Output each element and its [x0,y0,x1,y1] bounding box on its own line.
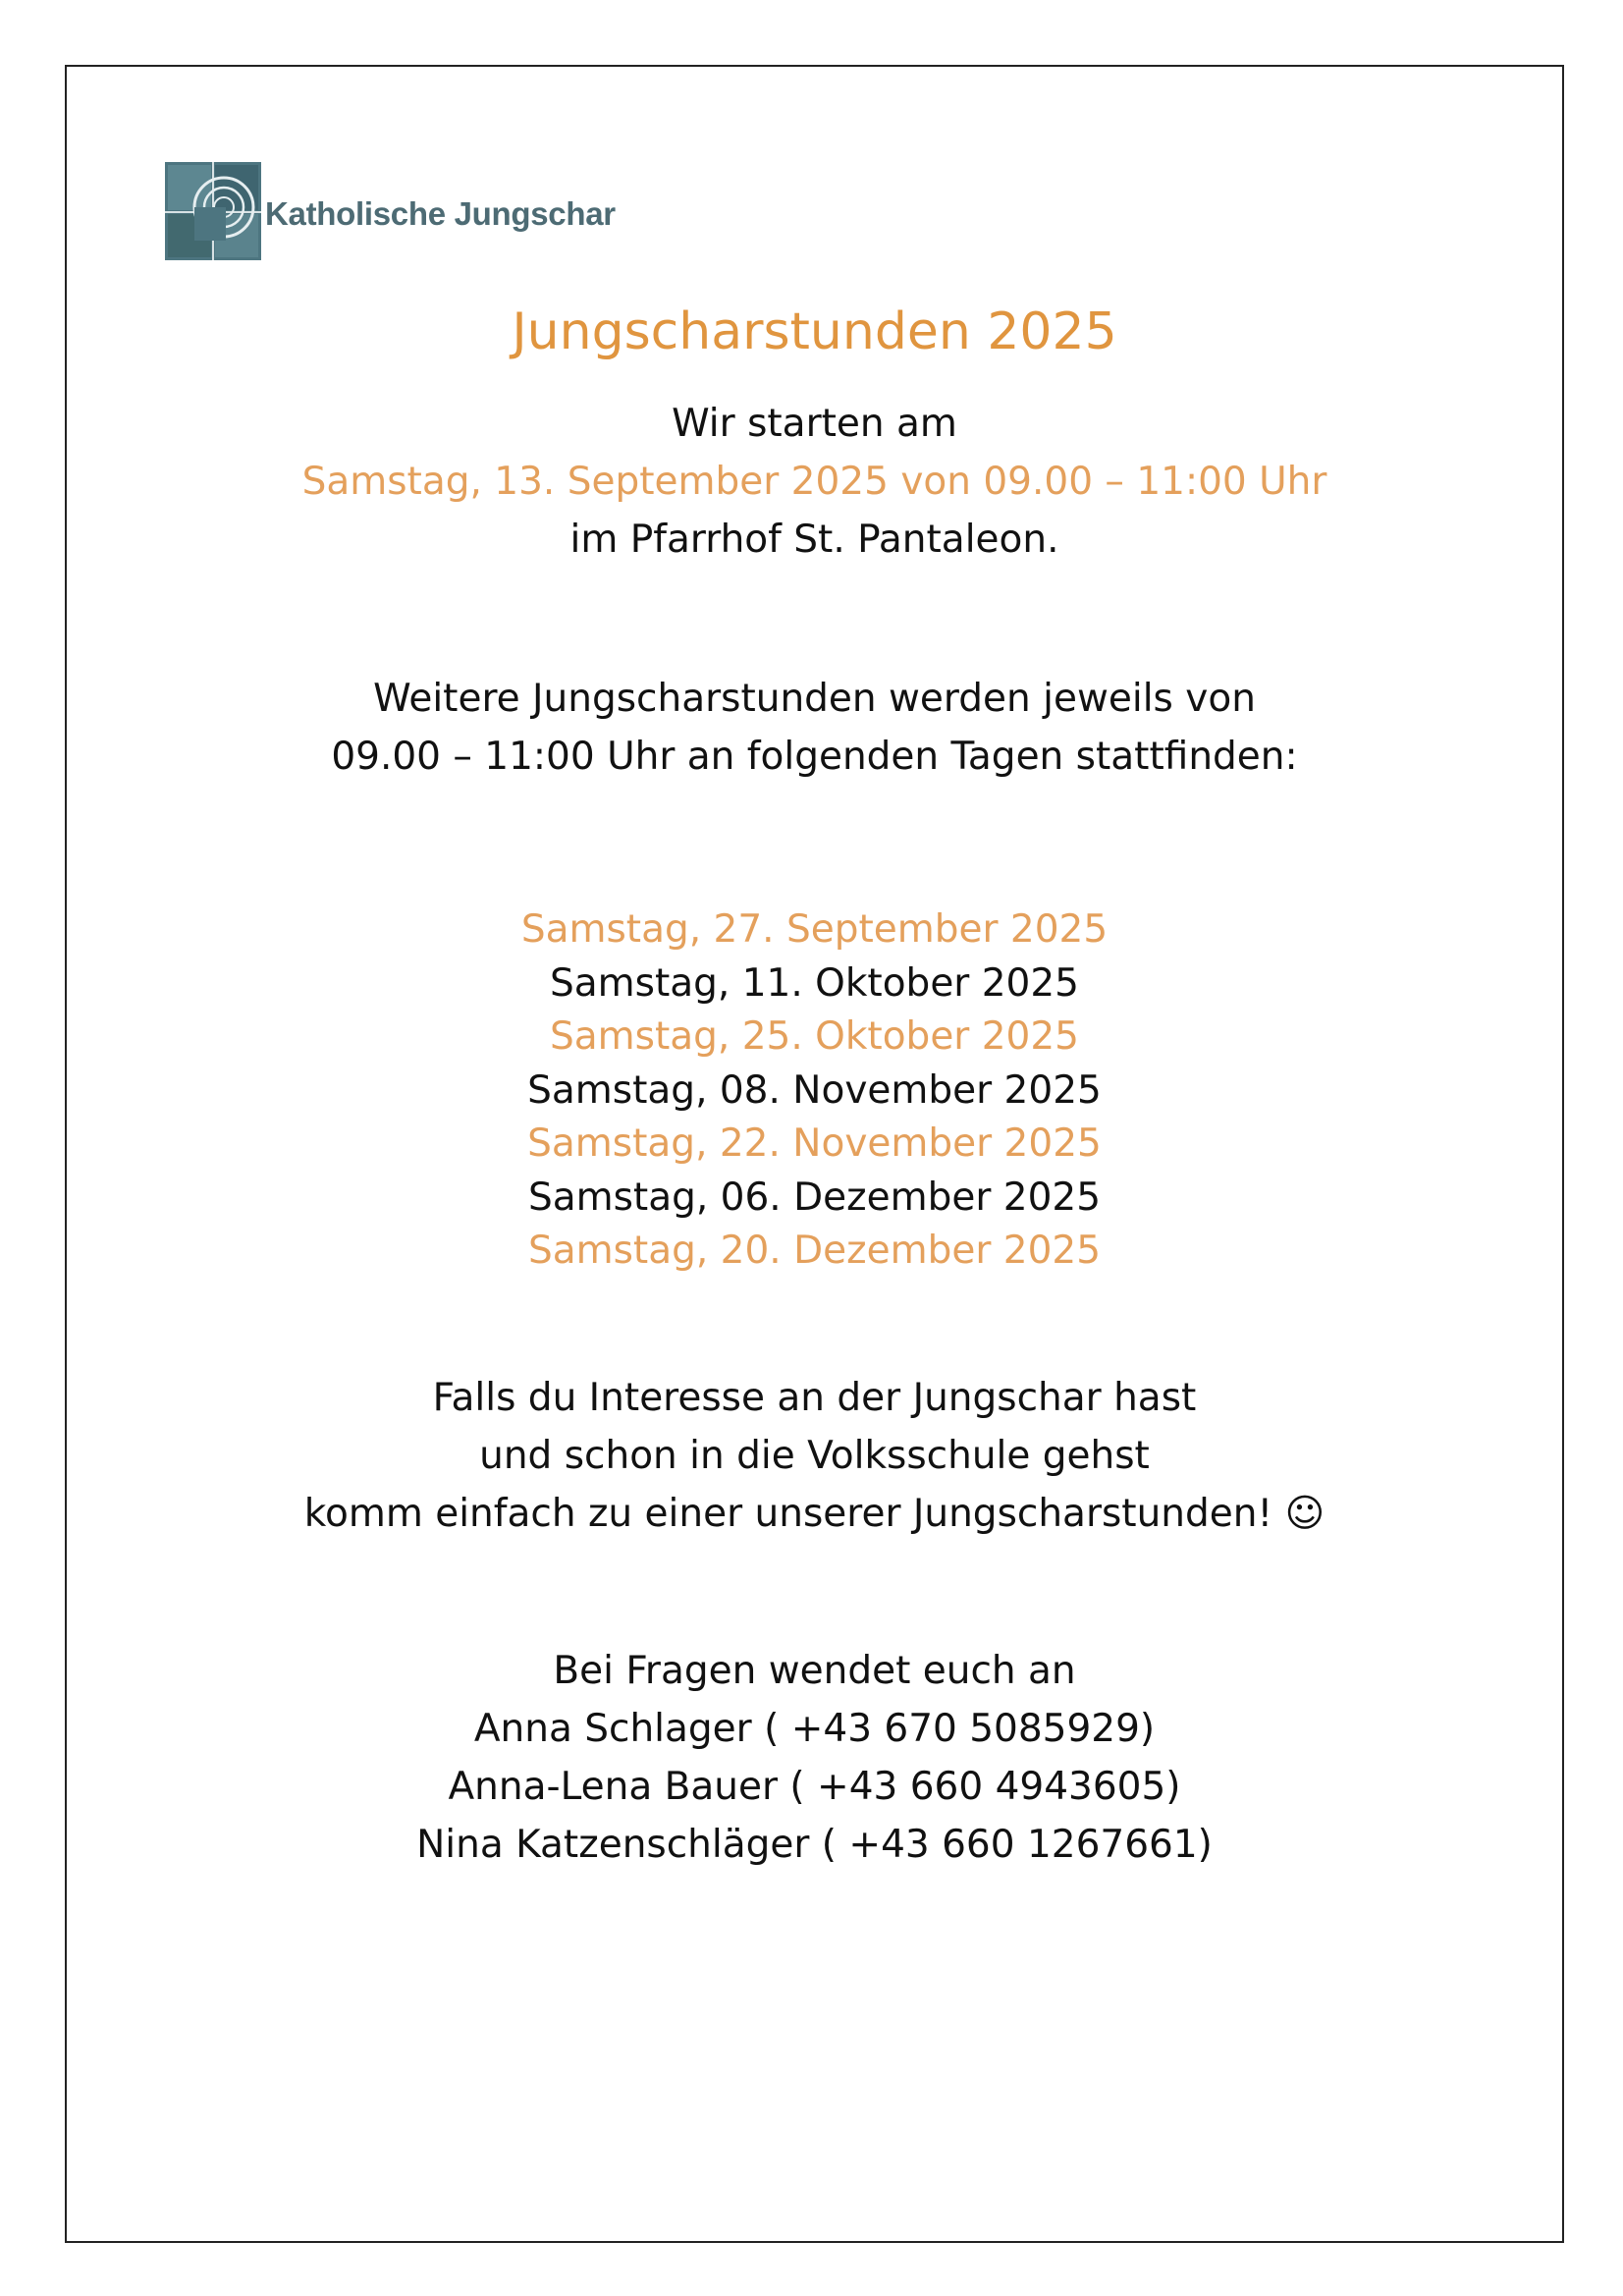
jungschar-logo-icon [165,162,261,260]
interest-block [65,1369,1564,1543]
further-line-1: Weitere Jungscharstunden werden jeweils von [373,677,1256,721]
date-item: Samstag, 20. Dezember 2025 [527,1229,1102,1273]
date-item: Samstag, 08. November 2025 [527,1067,1102,1113]
date-list [65,903,1564,1279]
start-date-line: Samstag, 13. September 2025 von 09.00 – 11:00 Uhr [301,460,1327,504]
contact-person: Nina Katzenschläger ( +43 660 1267661) [416,1823,1213,1867]
logo-text: Katholische Jungschar [265,195,616,232]
date-item: Samstag, 06. Dezember 2025 [527,1175,1102,1220]
date-item: Samstag, 27. September 2025 [520,907,1109,952]
date-item: Samstag, 22. November 2025 [527,1121,1102,1166]
intro-line: Wir starten am [672,402,957,446]
date-item: Samstag, 11. Oktober 2025 [550,960,1079,1006]
interest-line-3: komm einfach zu einer unserer Jungscharstunden! ☺ [303,1492,1325,1536]
contacts-block [65,1642,1564,1874]
logo [165,162,616,260]
page-title: Jungscharstunden 2025 [512,302,1117,361]
location-line: im Pfarrhof St. Pantaleon. [569,518,1059,562]
interest-line-1: Falls du Interesse an der Jungschar hast [432,1376,1197,1420]
further-line-2: 09.00 – 11:00 Uhr an folgenden Tagen stattfinden: [331,735,1298,779]
further-info-block [65,670,1564,786]
contact-person: Anna Schlager ( +43 670 5085929) [473,1707,1156,1751]
date-item: Samstag, 25. Oktober 2025 [550,1014,1079,1059]
intro-block [65,395,1564,569]
contact-person: Anna-Lena Bauer ( +43 660 4943605) [448,1765,1181,1809]
interest-line-2: und schon in die Volksschule gehst [479,1434,1150,1478]
contacts-intro: Bei Fragen wendet euch an [553,1649,1076,1693]
